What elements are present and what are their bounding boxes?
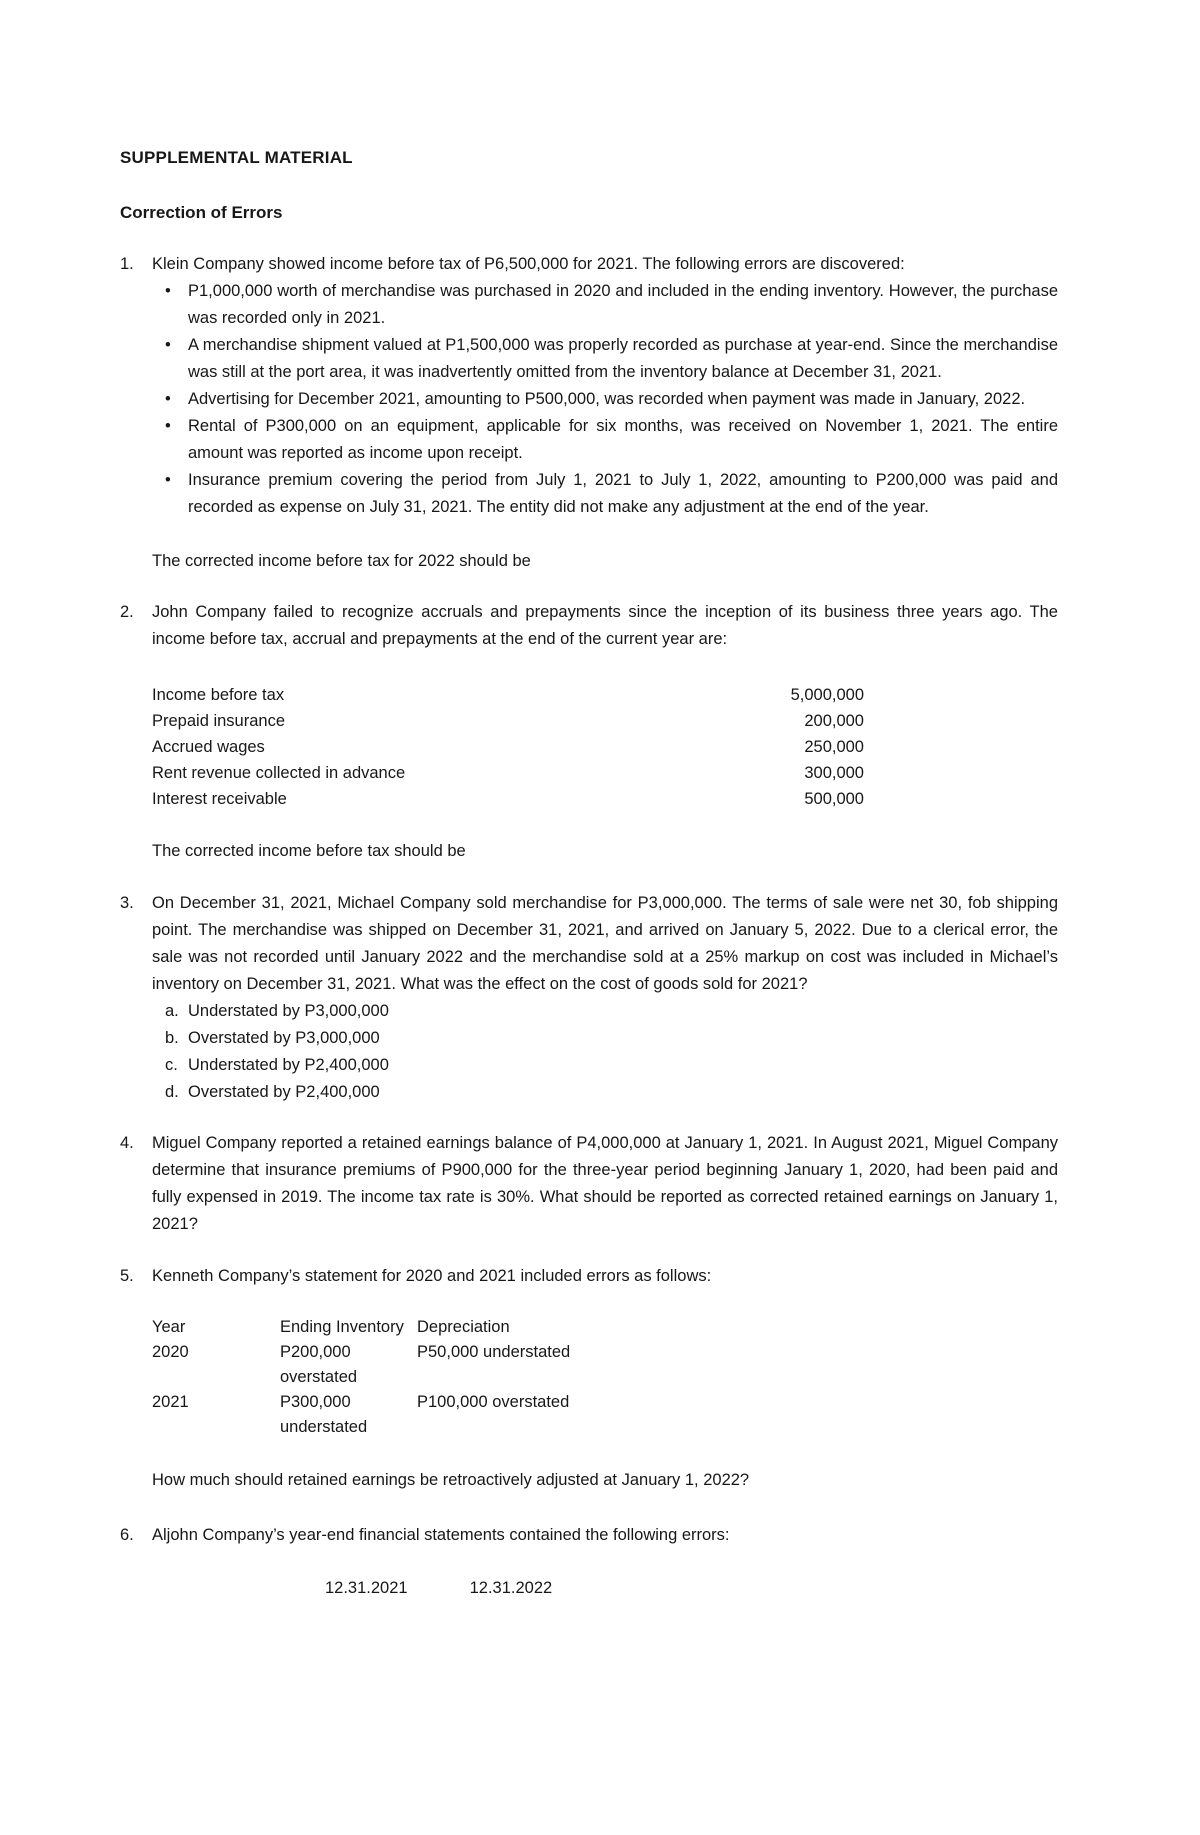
problem-number: 1. <box>120 255 134 273</box>
year-column-label: 12.31.2021 <box>325 1579 408 1597</box>
errors-table-header-cell: Year <box>152 1318 186 1336</box>
option-item <box>152 1079 1058 1106</box>
errors-table-cell: 2020 <box>152 1343 189 1361</box>
errors-table-cell: P300,000 understated <box>280 1393 368 1436</box>
bullet-marker: • <box>165 471 171 489</box>
schedule-label: Prepaid insurance <box>152 712 285 730</box>
errors-table-header-cell: Ending Inventory <box>280 1318 404 1336</box>
bullet-item <box>152 278 1058 332</box>
schedule-label: Income before tax <box>152 686 285 704</box>
problem-text: Kenneth Company’s statement for 2020 and 2021 included errors as follows: <box>152 1267 712 1285</box>
closing-line: The corrected income before tax should be <box>152 842 466 860</box>
schedule-amount: 200,000 <box>804 712 864 730</box>
option-letter: c. <box>165 1056 178 1074</box>
schedule <box>152 682 864 812</box>
errors-table-cell: 2021 <box>152 1393 189 1411</box>
bullet-marker: • <box>165 417 171 435</box>
option-text: Overstated by P3,000,000 <box>188 1029 380 1047</box>
bullet-marker: • <box>165 282 171 300</box>
bullet-text: P1,000,000 worth of merchandise was purchased in 2020 and included in the ending inventory. However, the purchase was recorded only in 2021. <box>188 282 1058 327</box>
schedule-label: Rent revenue collected in advance <box>152 764 406 782</box>
bullet-text: Advertising for December 2021, amounting to P500,000, was recorded when payment was made in January, 2022. <box>188 390 1026 408</box>
doc-subtitle: Correction of Errors <box>120 203 283 222</box>
closing-line: How much should retained earnings be retroactively adjusted at January 1, 2022? <box>152 1471 750 1489</box>
problem-text: Aljohn Company’s year-end financial statements contained the following errors: <box>152 1526 730 1544</box>
problem-number: 2. <box>120 603 134 621</box>
problem-number: 3. <box>120 894 134 912</box>
option-text: Understated by P3,000,000 <box>188 1002 389 1020</box>
doc-title: SUPPLEMENTAL MATERIAL <box>120 148 353 167</box>
problem-4 <box>120 1130 1058 1238</box>
option-letter: d. <box>165 1083 179 1101</box>
errors-table-row <box>152 1390 1058 1440</box>
errors-table-header-row <box>152 1315 1058 1340</box>
errors-table-cell: P100,000 overstated <box>417 1393 570 1411</box>
schedule-label: Interest receivable <box>152 790 287 808</box>
schedule-amount: 300,000 <box>804 764 864 782</box>
bullet-text: Rental of P300,000 on an equipment, applicable for six months, was received on November 1, 2021. The entire amount was reported as income upon receipt. <box>188 417 1058 462</box>
problem-text: Miguel Company reported a retained earnings balance of P4,000,000 at January 1, 2021. In August 2021, Miguel Company determine that insurance premiums of P900,000 for the three-year period beginning January 1, 2020, had been paid and fully expensed in 2019. The income tax rate is 30%. What should be reported as corrected retained earnings on January 1, 2021? <box>152 1134 1058 1233</box>
closing-line: The corrected income before tax for 2022 should be <box>152 552 531 570</box>
problem-2 <box>120 599 1058 865</box>
schedule-row <box>152 760 864 786</box>
year-column-label: 12.31.2022 <box>469 1579 553 1597</box>
bullet-marker: • <box>165 336 171 354</box>
bullet-item <box>152 386 1058 413</box>
bullet-item <box>152 332 1058 386</box>
errors-table-header-cell: Depreciation <box>417 1318 510 1336</box>
problem-text: John Company failed to recognize accruals and prepayments since the inception of its business three years ago. The income before tax, accrual and prepayments at the end of the current year are: <box>152 603 1058 648</box>
errors-table <box>152 1315 1058 1440</box>
options-list <box>152 998 1058 1106</box>
bullet-text: Insurance premium covering the period from July 1, 2021 to July 1, 2022, amounting to P200,000 was paid and recorded as expense on July 31, 2021. The entity did not make any adjustment at the end of the year. <box>188 471 1058 516</box>
problem-number: 6. <box>120 1526 134 1544</box>
option-letter: a. <box>165 1002 179 1020</box>
bullet-marker: • <box>165 390 171 408</box>
schedule-amount: 5,000,000 <box>790 686 864 704</box>
option-item <box>152 1025 1058 1052</box>
option-item <box>152 1052 1058 1079</box>
schedule-row <box>152 786 864 812</box>
schedule-row <box>152 682 864 708</box>
problem-6 <box>120 1522 1058 1602</box>
option-item <box>152 998 1058 1025</box>
problem-number: 4. <box>120 1134 134 1152</box>
schedule-row <box>152 734 864 760</box>
bullet-list <box>152 278 1058 521</box>
schedule-amount: 250,000 <box>804 738 864 756</box>
schedule-row <box>152 708 864 734</box>
errors-table-cell: P200,000 overstated <box>280 1343 358 1386</box>
bullet-item <box>152 467 1058 521</box>
option-text: Understated by P2,400,000 <box>188 1056 389 1074</box>
bullet-item <box>152 413 1058 467</box>
schedule-amount: 500,000 <box>804 790 864 808</box>
problem-5 <box>120 1263 1058 1494</box>
problem-3 <box>120 890 1058 1106</box>
problem-1 <box>120 251 1058 575</box>
errors-table-row <box>152 1340 1058 1390</box>
bullet-text: A merchandise shipment valued at P1,500,000 was properly recorded as purchase at year-end. Since the merchandise was still at the port area, it was inadvertently omitted from the inventory balance at December 31, 2021. <box>188 336 1058 381</box>
errors-table-cell: P50,000 understated <box>417 1343 571 1361</box>
option-letter: b. <box>165 1029 179 1047</box>
year-columns <box>152 1575 1058 1602</box>
problem-text: Klein Company showed income before tax of P6,500,000 for 2021. The following errors are discovered: <box>152 255 905 273</box>
problem-number: 5. <box>120 1267 134 1285</box>
problem-text: On December 31, 2021, Michael Company sold merchandise for P3,000,000. The terms of sale were net 30, fob shipping point. The merchandise was shipped on December 31, 2021, and arrived on January 5, 2022. Due to a clerical error, the sale was not recorded until January 2022 and the merchandise sold at a 25% markup on cost was included in Michael’s inventory on December 31, 2021. What was the effect on the cost of goods sold for 2021? <box>152 894 1058 993</box>
schedule-label: Accrued wages <box>152 738 265 756</box>
option-text: Overstated by P2,400,000 <box>188 1083 380 1101</box>
